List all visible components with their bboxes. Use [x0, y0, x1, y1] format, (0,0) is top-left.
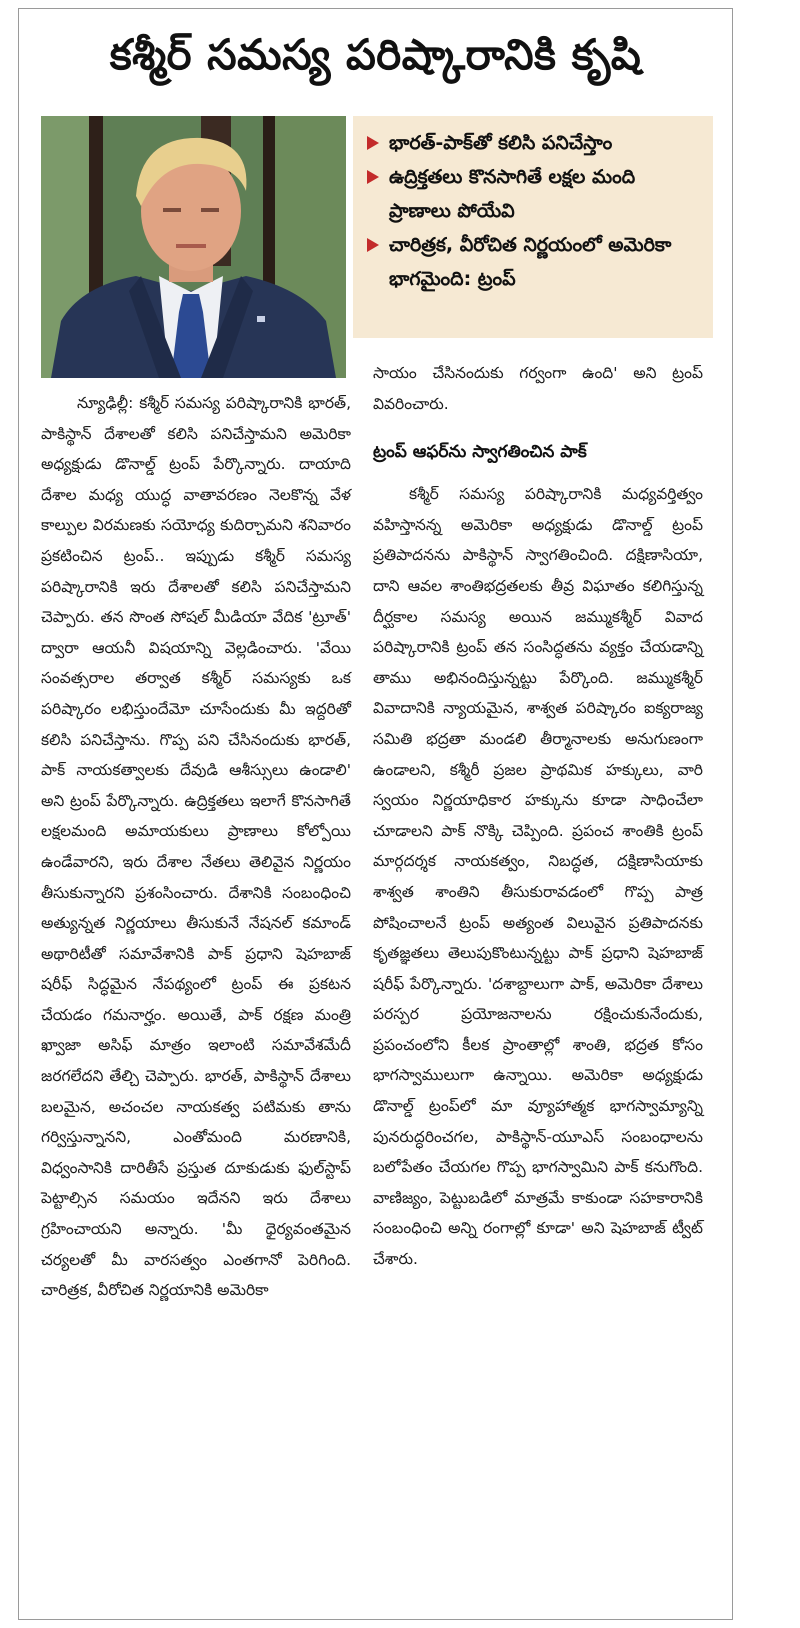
bullet-icon — [367, 170, 379, 184]
highlight-item — [367, 160, 701, 228]
article-photo — [41, 116, 346, 378]
highlight-text: భారత్-పాక్‌తో కలిసి పనిచేస్తాం — [389, 132, 613, 154]
headline: కశ్మీర్ సమస్య పరిష్కారానికి కృషి — [109, 30, 642, 79]
highlight-item — [367, 126, 701, 160]
highlights-box — [353, 116, 713, 338]
portrait-image — [41, 116, 346, 378]
subheading: ట్రంప్ ఆఫర్‌ను స్వాగతించిన పాక్ — [373, 442, 587, 463]
body-paragraph-continued: సాయం చేసినందుకు గర్వంగా ఉంది' అని ట్రంప్ వివరించారు. — [373, 364, 703, 413]
highlight-text: ఉద్రిక్తతలు కొనసాగితే లక్షల మంది ప్రాణాలు పోయేవి — [389, 166, 636, 222]
body-column-right — [373, 358, 703, 1275]
highlight-text: చారిత్రక, వీరోచిత నిర్ణయంలో అమెరికా భాగమైంది: ట్రంప్ — [389, 234, 672, 290]
body-column-left — [41, 388, 351, 1306]
bullet-icon — [367, 136, 379, 150]
bullet-icon — [367, 238, 379, 252]
body-paragraph: కశ్మీర్ సమస్య పరిష్కారానికి మధ్యవర్తిత్వం వహిస్తానన్న అమెరికా అధ్యక్షుడు డొనాల్డ్ ట్రంప్ ప్రతిపాదనను పాకిస్థాన్ స్వాగతించింది. దక్షిణాసియా, దాని ఆవల శాంతిభద్రతలకు తీవ్ర విఘాతం కలిగిస్తున్న దీర్ఘకాల సమస్య అయిన జమ్ముకశ్మీర్ వివాద పరిష్కారానికి ట్రంప్ తన సంసిద్ధతను వ్యక్తం చేయడాన్ని తాము అభినందిస్తున్నట్టు పేర్కొంది. జమ్ముకశ్మీర్ వివాదానికి న్యాయమైన, శాశ్వత పరిష్కారం ఐక్యరాజ్య సమితి భద్రతా మండలి తీర్మానాలకు అనుగుణంగా ఉండాలని, కశ్మీరీ ప్రజల ప్రాథమిక హక్కులు, వారి స్వయం నిర్ణయాధికార హక్కును కూడా సాధించేలా చూడాలని పాక్ నొక్కి చెప్పింది. ప్రపంచ శాంతికి ట్రంప్ మార్గదర్శక నాయకత్వం, నిబద్ధత, దక్షిణాసియాకు శాశ్వత శాంతిని తీసుకురావడంలో గొప్ప పాత్ర పోషించాలనే ట్రంప్ అత్యంత విలువైన ప్రతిపాదనకు కృతజ్ఞతలు తెలుపుకొంటున్నట్టు పాక్ ప్రధాని షెహబాజ్ షరీఫ్ పేర్కొన్నారు. 'దశాబ్దాలుగా పాక్, అమెరికా దేశాలు పరస్పర ప్రయోజనాలను రక్షించుకునేందుకు, ప్రపంచంలోని కీలక ప్రాంతాల్లో శాంతి, భద్రత కోసం భాగస్వాములుగా ఉన్నాయి. అమెరికా అధ్యక్షుడు డొనాల్డ్ ట్రంప్‌లో మా వ్యూహాత్మక భాగస్వామ్యాన్ని పునరుద్ధరించగల, పాకిస్థాన్-యూఎస్ సంబంధాలను బలోపేతం చేయగల గొప్ప భాగస్వామిని పాక్ కనుగొంది. వాణిజ్యం, పెట్టుబడిలో మాత్రమే కాకుండా సహకారానికి సంబంధించి అన్ని రంగాల్లో కూడా' అని షెహబాజ్ ట్వీట్ చేశారు. — [373, 485, 703, 1269]
highlight-item — [367, 228, 701, 296]
body-paragraph: న్యూఢిల్లీ: కశ్మీర్ సమస్య పరిష్కారానికి భారత్, పాకిస్థాన్ దేశాలతో కలిసి పనిచేస్తామని అమెరికా అధ్యక్షుడు డొనాల్డ్ ట్రంప్ పేర్కొన్నారు. దాయాది దేశాల మధ్య యుద్ధ వాతావరణం నెలకొన్న వేళ కాల్పుల విరమణకు సయోధ్య కుదిర్చామని శనివారం ప్రకటించిన ట్రంప్.. ఇప్పుడు కశ్మీర్ సమస్య పరిష్కారానికి ఇరు దేశాలతో కలిసి పనిచేస్తామని చెప్పారు. తన సొంత సోషల్ మీడియా వేదిక 'ట్రూత్' ద్వారా ఆయనీ విషయాన్ని వెల్లడించారు. 'వేయి సంవత్సరాల తర్వాత కశ్మీర్ సమస్యకు ఒక పరిష్కారం లభిస్తుందేమో చూసేందుకు మీ ఇద్దరితో కలిసి పనిచేస్తాను. గొప్ప పని చేసినందుకు భారత్, పాక్ నాయకత్వాలకు దేవుడి ఆశీస్సులు ఉండాలి' అని ట్రంప్ పేర్కొన్నారు. ఉద్రిక్తతలు ఇలాగే కొనసాగితే లక్షలమంది అమాయకులు ప్రాణాలు కోల్పోయి ఉండేవారని, ఇరు దేశాల నేతలు తెలివైన నిర్ణయం తీసుకున్నారని ప్రశంసించారు. దేశానికి సంబంధించి అత్యున్నత నిర్ణయాలు తీసుకునే నేషనల్ కమాండ్ అథారిటీతో సమావేశానికి పాక్ ప్రధాని షెహబాజ్ షరీఫ్ సిద్ధమైన నేపథ్యంలో ట్రంప్ ఈ ప్రకటన చేయడం గమనార్హం. అయితే, పాక్ రక్షణ మంత్రి ఖ్వాజా అసిఫ్ మాత్రం ఇలాంటి సమావేశమేదీ జరగలేదని తేల్చి చెప్పారు. భారత్, పాకిస్థాన్ దేశాలు బలమైన, అచంచల నాయకత్వ పటిమకు తాను గర్విస్తున్నానని, ఎంతోమంది మరణానికి, విధ్వంసానికి దారితీసే ప్రస్తుత దూకుడుకు ఫుల్‌స్టాప్ పెట్టాల్సిన సమయం ఇదేనని ఇరు దేశాలు గ్రహించాయని అన్నారు. 'మీ ధైర్యవంతమైన చర్యలతో మీ వారసత్వం ఎంతగానో పెరిగింది. చారిత్రక, వీరోచిత నిర్ణయానికి అమెరికా — [41, 394, 351, 1300]
